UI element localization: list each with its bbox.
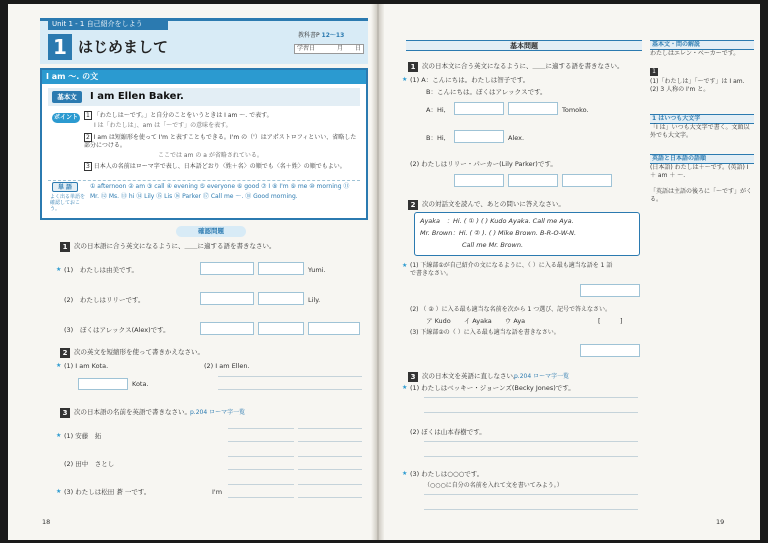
side-box: 1 (650, 68, 658, 76)
side-head-3: 英語と日本語の語順 (650, 154, 754, 164)
page-title: はじめまして (78, 38, 169, 56)
p3-3-note: （○○○に自分の名前を入れて文を書いてみよう。） (424, 482, 563, 489)
p1-2-text: (2) わたしはリリー・パーカー(Lily Parker)です。 (410, 160, 557, 168)
p1-instruction: 次の日本文に合う英文になるように、＿＿に適する語を書きなさい。 (422, 62, 624, 70)
star-icon: ★ (56, 362, 62, 369)
section-title-bar: I am ～. の文 (42, 70, 366, 84)
p1-1-bhi: B：Hi, (426, 134, 446, 142)
p1-2-input-1[interactable] (454, 174, 504, 187)
p3-3-line[interactable] (424, 494, 638, 510)
q1-1-input-a[interactable] (200, 262, 254, 275)
q2-1-input[interactable] (78, 378, 128, 390)
star-icon: ★ (56, 488, 62, 495)
p3-2-text: (2) ぼくは山本春樹です。 (410, 428, 486, 436)
q3-3-im: I'm (212, 488, 223, 496)
q2-1-end: Kota. (132, 380, 149, 388)
p2-3-input[interactable] (580, 344, 640, 357)
dialog-brown: Mr. Brown：Hi. ( ② ). ( ) Mike Brown. B-R-O-W-N. (420, 229, 577, 237)
q2-2-line[interactable] (218, 376, 362, 390)
q2-number: 2 (60, 348, 70, 358)
q1-3-jp: ぼくはアレックス(Alex)です。 (80, 326, 170, 334)
q1-1-text: (1) (64, 266, 74, 274)
q1-2-jp: わたしはリリーです。 (80, 296, 145, 304)
q3-1-line-a[interactable] (228, 428, 294, 442)
point-3: 3 日本人の名前はローマ字で表し、日本語どおり〈姓＋名〉の順でも〈名＋姓〉の順でもよい。 (86, 163, 346, 170)
q3-1-text: (1) 安藤 拓 (64, 432, 102, 440)
q3-3-text: (3) わたしは松田 蒼 一です。 (64, 488, 151, 496)
q3-instruction: 次の日本語の名前を英語で書きなさい。 (74, 408, 191, 416)
p3-1-line[interactable] (424, 397, 638, 413)
vocab-label: 単 語 (52, 182, 78, 192)
p2-2-choices: ア Kudo イ Ayaka ウ Aya (426, 317, 526, 325)
q2-1-text: (1) I am Kota. (64, 362, 109, 370)
right-page (384, 4, 760, 540)
q1-number: 1 (60, 242, 70, 252)
q3-3-line-a[interactable] (228, 484, 294, 498)
basic-header-bar: 基本問題 (406, 40, 642, 51)
vocab-note: よく出る単語を確認しておこう。 (50, 194, 86, 212)
star-icon: ★ (402, 384, 408, 391)
q3-2-text: (2) 田中 さとし (64, 460, 115, 468)
vocab-list: ① afternoon ② am ③ call ④ evening ⑤ everyone ⑥ good ⑦ I ⑧ I'm ⑨ me ⑩ morning ⑪ Mr. ⑫ Ms. ⑬ hi ⑭ Lily ⑮ Lis ⑯ Parker ⑰ Call me ～. ⑱ Good morning. (90, 183, 350, 200)
unit-tab (48, 19, 168, 30)
p2-3-text: (3) 下線部②の（ ）に入る最も適当な語を書きなさい。 (410, 329, 560, 336)
q1-2-end: Lily. (308, 296, 321, 304)
q1-3-text: (3) (64, 326, 74, 334)
unit-title: 自己紹介をしよう (86, 20, 143, 28)
side-head-2: 1 はいつも大文字 (650, 114, 754, 124)
p1-1-input-a2[interactable] (508, 102, 558, 115)
p2-1-text: (1) 下線部①が自己紹介の文になるように、（ ）に入る最も適当な語を 1 語で書きなさい。 (410, 262, 613, 277)
lesson-number: 1 (48, 34, 72, 60)
side-note-1: わたしはエレン・ベーカーです。 (650, 50, 740, 57)
q3-1-line-b[interactable] (298, 428, 362, 442)
q3-3-line-b[interactable] (298, 484, 362, 498)
p1-1-alex: Alex. (508, 134, 525, 142)
q3-reference: p.204 ローマ字一覧 (190, 409, 246, 416)
q1-instruction: 次の日本語に合う英文になるように、＿＿に適する語を書きなさい。 (74, 242, 276, 250)
p1-1-ahi: A：Hi, (426, 106, 446, 114)
p2-2-text: (2) （ ② ）に入る最も適当な名前を次から 1 つ選び、記号で答えなさい。 (410, 306, 611, 313)
dialog-brown-2: Call me Mr. Brown. (462, 241, 524, 249)
p2-instruction: 次の対話文を読んで、あとの問いに答えなさい。 (422, 200, 565, 208)
p3-number: 3 (408, 372, 418, 382)
page-number-right: 19 (716, 518, 725, 526)
study-date: 学習日 月 日 (294, 44, 364, 54)
p1-1-input-a1[interactable] (454, 102, 504, 115)
p3-1-text: (1) わたしはベッキー・ジョーンズ(Becky Jones)です。 (410, 384, 575, 392)
star-icon: ★ (56, 432, 62, 439)
q1-2-text: (2) (64, 296, 74, 304)
p1-1-b: B：こんにちは。ぼくはアレックスです。 (426, 88, 547, 96)
star-icon: ★ (56, 266, 62, 273)
q1-2-input-b[interactable] (258, 292, 304, 305)
p3-3-text: (3) わたしは○○○です。 (410, 470, 484, 478)
side-text-4: 「英語は主語の後ろに「～です」がくる。 (650, 188, 753, 203)
p1-1-input-b1[interactable] (454, 130, 504, 143)
p1-1-a: (1) A：こんにちは。わたしは智子です。 (410, 76, 530, 84)
p2-number: 2 (408, 200, 418, 210)
p3-2-line[interactable] (424, 441, 638, 457)
page-number-left: 18 (42, 518, 51, 526)
q1-1-jp: わたしは由美です。 (80, 266, 138, 274)
textbook-pages: 教科書P 12〜13 (298, 32, 345, 39)
q1-1-end: Yumi. (308, 266, 326, 274)
point-label: ポイント (53, 114, 78, 121)
book-gutter (371, 4, 385, 540)
q1-3-input-b[interactable] (258, 322, 304, 335)
q3-2-line-a[interactable] (228, 456, 294, 470)
q1-3-input-c[interactable] (308, 322, 360, 335)
point-2: 2 I am は短縮形を使って I'm と表すこともできる。I'm の（'）はアポストロフィといい、省略した部分につける。 (84, 134, 357, 149)
p2-1-input[interactable] (580, 284, 640, 297)
side-text-1: (1)「わたしは」「～です」は I am. (2) 3 人称の I'm と。 (650, 78, 745, 93)
star-icon: ★ (402, 470, 408, 477)
q2-instruction: 次の英文を短縮形を使って書きかえなさい。 (74, 348, 204, 356)
q1-2-input-a[interactable] (200, 292, 254, 305)
point-1-sub: I は「わたしは」、am は「～です」の意味を表す。 (94, 122, 232, 129)
left-page (8, 4, 373, 540)
kihonbun-label: 基本文 (52, 91, 82, 103)
side-text-2: 「I は」いつも大文字で書く。文頭以外でも大文字。 (650, 124, 750, 139)
kakunin-header: 確認問題 (176, 226, 246, 237)
star-icon: ★ (402, 262, 408, 269)
q3-number: 3 (60, 408, 70, 418)
q3-2-line-b[interactable] (298, 456, 362, 470)
p3-reference: p.204 ローマ字一覧 (514, 373, 570, 380)
p1-2-input-3[interactable] (562, 174, 612, 187)
p2-2-answer-bracket[interactable]: [ ] (598, 317, 623, 325)
unit-label: Unit 1 - 1 (52, 20, 85, 28)
kihonbun-sentence: I am Ellen Baker. (90, 91, 184, 102)
p1-number: 1 (408, 62, 418, 72)
dialog-ayaka: Ayaka ：Hi. ( ① ) ( ) Kudo Ayaka. Call me Aya. (420, 217, 574, 225)
p1-1-tomoko: Tomoko. (562, 106, 589, 114)
p1-2-input-2[interactable] (508, 174, 558, 187)
side-head-1: 基本文・問の解説 (650, 40, 754, 50)
q1-3-input-a[interactable] (200, 322, 254, 335)
point-2-sub: ここでは am の a が省略されている。 (158, 152, 263, 159)
q2-2-text: (2) I am Ellen. (204, 362, 250, 370)
q1-1-input-b[interactable] (258, 262, 304, 275)
side-text-3: (日本語) わたしは＋～です。(英語) I ＋ am ＋ ～. (650, 164, 749, 179)
star-icon: ★ (402, 76, 408, 83)
p3-instruction: 次の日本文を英語に直しなさい。 (422, 372, 520, 380)
point-1: 1 「わたしは～です。」と自分のことをいうときは I am ～. で表す。 (86, 112, 273, 119)
